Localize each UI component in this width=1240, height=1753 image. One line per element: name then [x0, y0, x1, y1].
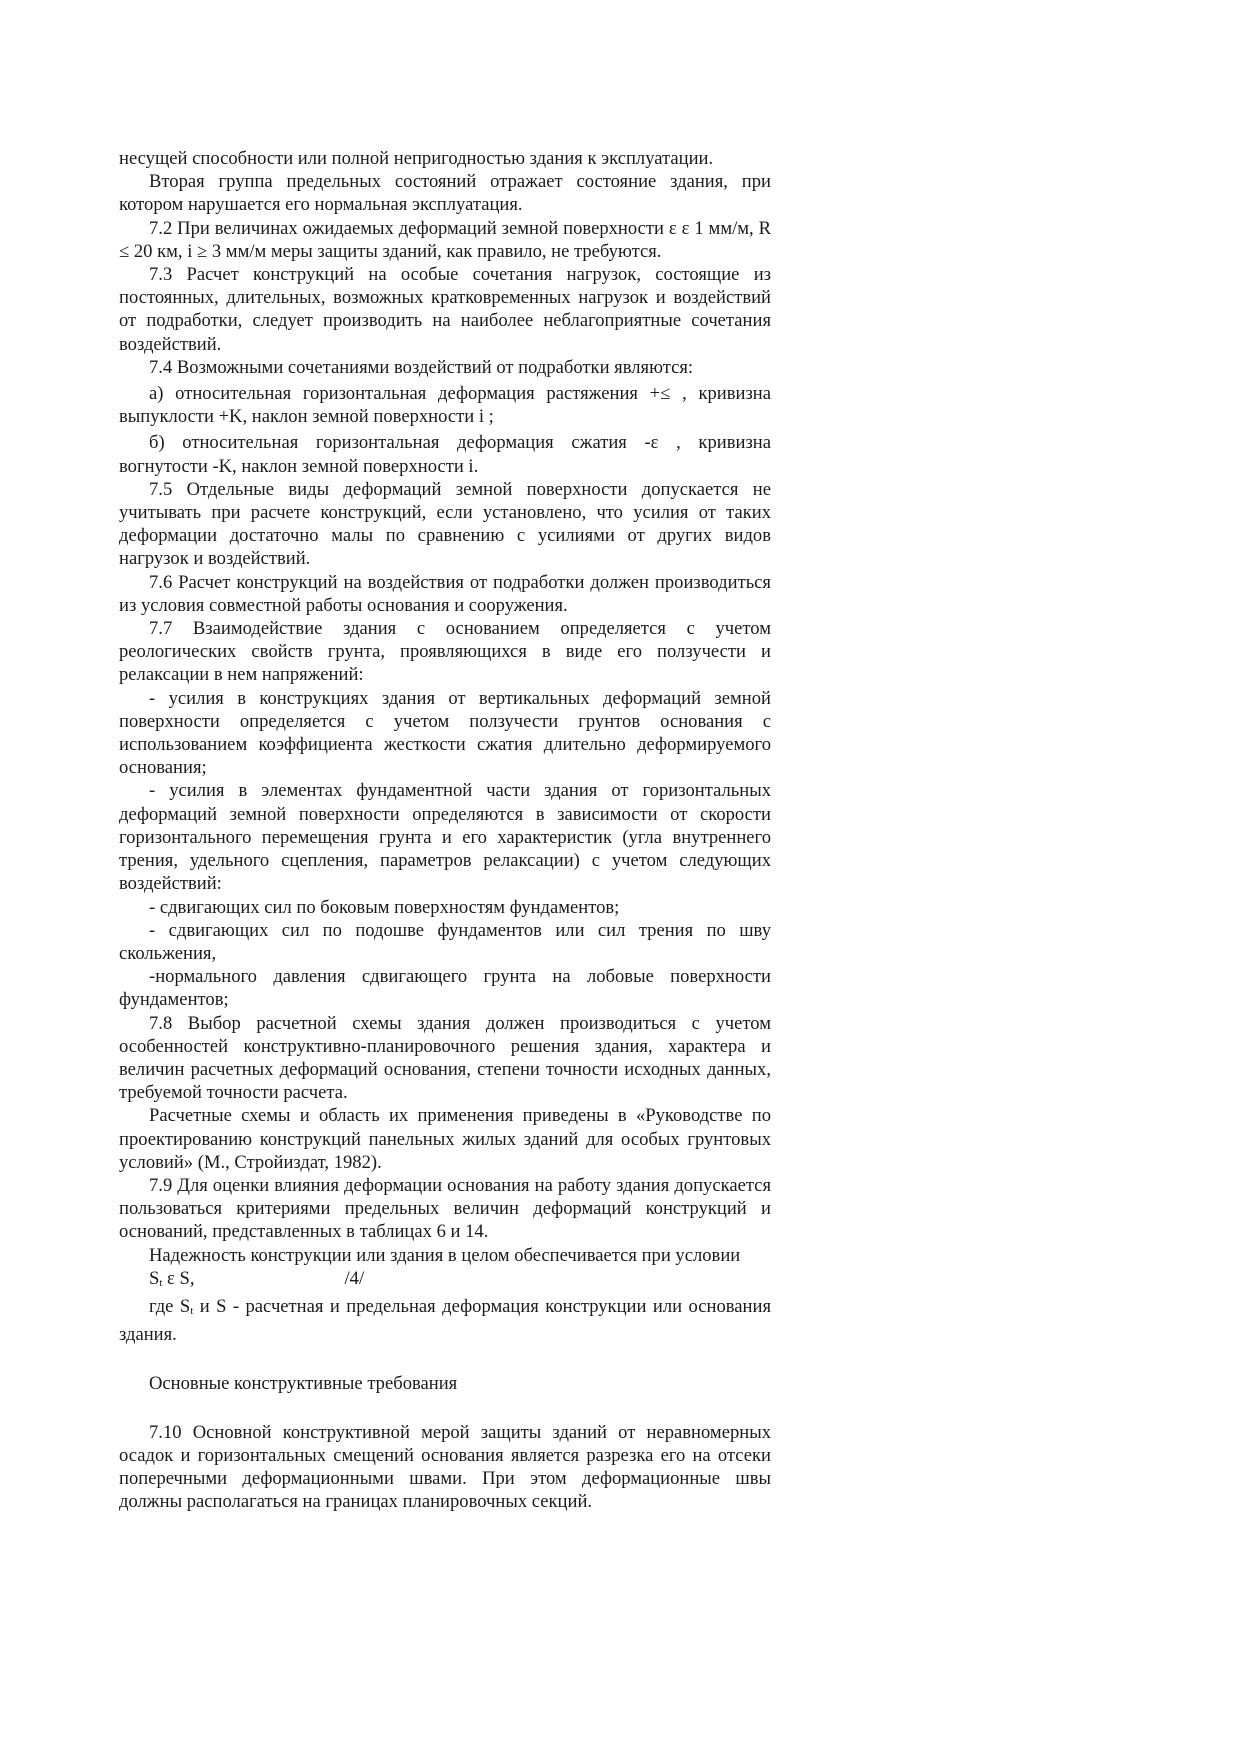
paragraph-lateral-shear: - сдвигающих сил по боковым поверхностям фундаментов; [149, 896, 620, 918]
paragraph-7-2: 7.2 При величинах ожидаемых деформаций земной поверхности ε ε 1 мм/м, R ≤ 20 км, i ≥ 3 мм/м меры защиты зданий, как правило, не требуются. [119, 217, 771, 262]
paragraph-7-7-horizontal-forces: - усилия в элементах фундаментной части здания от горизонтальных деформаций земной поверхности определяются в зависимости от скорости горизонтального перемещения грунта и его характеристик (угла внутреннего трения, удельного сцепления, параметров релаксации) с учетом следующих воздействий: [119, 780, 771, 895]
paragraph-7-7-vertical-forces: - усилия в конструкциях здания от вертикальных деформаций земной поверхности определяется с учетом ползучести грунтов основания с использованием коэффициента жесткости сжатия длительно деформируемого основания; [119, 687, 771, 779]
paragraph-7-5: 7.5 Отдельные виды деформаций земной поверхности допускается не учитывать при расчете конструкций, если установлено, что усилия от таких деформации достаточно малы по сравнению с усилиями от других видов нагрузок и воздействий. [119, 478, 771, 570]
section-heading: Основные конструктивные требования [149, 1373, 458, 1395]
where-prefix: где S [149, 1295, 191, 1317]
paragraph-reliability-condition: Надежность конструкции или здания в целом обеспечивается при условии [149, 1244, 741, 1266]
formula-operator: ε S, [162, 1267, 195, 1289]
paragraph-design-schemes: Расчетные схемы и область их применения приведены в «Руководстве по проектированию конструкций панельных жилых зданий для особых грунтовых условий» (М., Стройиздат, 1982). [119, 1105, 771, 1173]
formula-number: /4/ [344, 1267, 365, 1289]
paragraph-intro-continuation: несущей способности или полной непригодностью здания к эксплуатации. [119, 148, 714, 169]
paragraph-where [119, 1295, 771, 1346]
document-page [119, 147, 771, 1513]
formula-lhs: S [149, 1267, 160, 1289]
formula-4 [119, 1267, 771, 1295]
paragraph-7-4-a: а) относительная горизонтальная деформация растяжения +≤ , кривизна выпуклости +K, наклон земной поверхности i ; [119, 383, 771, 428]
paragraph-7-7: 7.7 Взаимодействие здания с основанием определяется с учетом реологических свойств грунта, проявляющихся в виде его ползучести и релаксации в нем напряжений: [119, 618, 771, 686]
paragraph-7-3: 7.3 Расчет конструкций на особые сочетания нагрузок, состоящие из постоянных, длительных, возможных кратковременных нагрузок и воздействий от подработки, следует производить на наиболее неблагоприятные сочетания воздействий. [119, 264, 771, 355]
where-subscript: t [190, 1304, 194, 1317]
paragraph-7-9: 7.9 Для оценки влияния деформации основания на работу здания допускается пользоваться критериями предельных величин деформаций конструкций и оснований, представленных в таблицах 6 и 14. [119, 1174, 771, 1243]
paragraph-7-4-b: б) относительная горизонтальная деформация сжатия -ε , кривизна вогнутости -K, наклон земной поверхности i. [119, 432, 771, 477]
paragraph-7-10: 7.10 Основной конструктивной мерой защиты зданий от неравномерных осадок и горизонтальных смещений основания является разрезка его на отсеки поперечными деформационными швами. При этом деформационные швы должны располагаться на границах планировочных секций. [119, 1421, 771, 1513]
paragraph-7-8: 7.8 Выбор расчетной схемы здания должен производиться с учетом особенностей конструктивно-планировочного решения здания, характера и величин расчетных деформаций основания, степени точности исходных данных, требуемой точности расчета. [119, 1012, 771, 1104]
paragraph-normal-pressure: -нормального давления сдвигающего грунта на лобовые поверхности фундаментов; [119, 966, 771, 1011]
paragraph-base-shear: - сдвигающих сил по подошве фундаментов или сил трения по шву скольжения, [119, 919, 771, 964]
paragraph-7-4: 7.4 Возможными сочетаниями воздействий от подработки являются: [149, 356, 694, 378]
formula-lhs-subscript: t [159, 1276, 163, 1289]
paragraph-7-6: 7.6 Расчет конструкций на воздействия от подработки должен производиться из условия совместной работы основания и сооружения. [119, 571, 771, 616]
paragraph-second-group-limit-states: Вторая группа предельных состояний отражает состояние здания, при котором нарушается его нормальная эксплуатация. [119, 171, 771, 216]
where-rest: и S - расчетная и предельная деформация конструкции или основания здания. [119, 1295, 771, 1346]
